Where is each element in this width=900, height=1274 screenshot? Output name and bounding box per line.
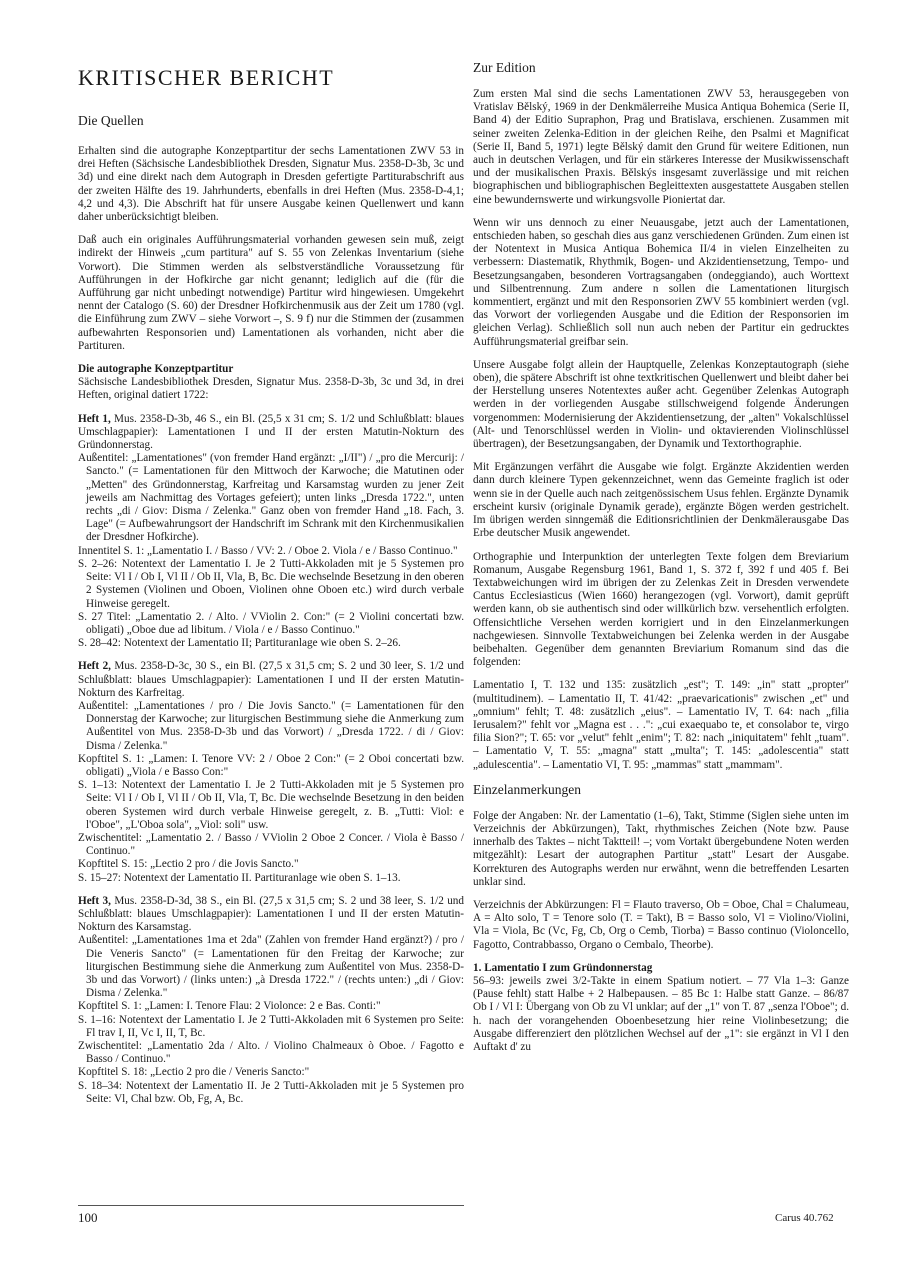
paragraph: Unsere Ausgabe folgt allein der Hauptquelle, Zelenkas Konzeptautograph (siehe oben), die spätere Abschrift ist ohne textkritischen Quellenwert und bleibt daher bei der Herstellung unseres Notentextes außer acht. Gegenüber Zelenkas Autograph werden in der vorliegenden Ausgabe stillschweigend folgende Änderungen vorgenommen: Modernisierung der Akzidentiensetzung, der „alten" Vokalschlüssel (Alt- und Tenorschlüssel werden in Violin- und oktavierenden Violinschlüssel übertragen), der Besetzungsangaben, der Dynamik und Textorthographie. [473, 358, 849, 451]
paragraph: Wenn wir uns dennoch zu einer Neuausgabe, jetzt auch der Lamentationen, entschieden haben, so geschah dies aus ganz verschiedenen Gründen. Zum einen ist der Notentext in Musica Antiqua Bohemica II/4 in vielen Einzelheiten zu verbessern: Diastematik, Rhythmik, Bogen- und Akzidentiensetzung, Tempo- und Besetzungsangaben, besonderen Vortragsangaben (ondeggiando), auch Worttext und Silbentrennung. Zum andere n sollen die Lamentationen liturgisch kommentiert, ergänzt und mit den Responsorien ZWV 55 kombiniert werden (vgl. das Vorwort der vorliegenden Ausgabe und die Edition der Responsorien im gleichen Verlag). Schließlich soll nun auch neben der Partitur ein gedrucktes Aufführungsmaterial greifbar sein. [473, 216, 849, 348]
source-entry: Zwischentitel: „Lamentatio 2da / Alto. / Violino Chalmeaux ò Oboe. / Fagotto e Basso / Continuo." [78, 1040, 464, 1066]
section-heading-edition: Zur Edition [473, 60, 536, 75]
paragraph: Verzeichnis der Abkürzungen: Fl = Flauto traverso, Ob = Oboe, Chal = Chalumeau, A = Alto solo, T = Tenore solo (T. = Takt), B = Basso solo, Vl = Violino/Violini, Vla = Viola, Bc (Vc, Fg, Cb, Org o Cemb, Tiorba) = Basso continuo (Violoncello, Fagotto, Contrabbasso, Organo o Cembalo, Theorbe). [473, 898, 849, 951]
right-column [473, 60, 849, 1064]
source-entry: Außentitel: „Lamentationes / pro / Die Jovis Sancto." (= Lamentationen für den Donnerstag der Karwoche; zur liturgischen Bestimmung siehe die Anmerkung zum Außentitel von Mus. 2358-D-3b und das Vorwort) / „Dresda 1722. / di / Giov: Disma / Zelenka." [78, 699, 464, 752]
heft-2-block [78, 660, 464, 884]
paragraph: Erhalten sind die autographe Konzeptpartitur der sechs Lamentationen ZWV 53 in drei Heften (Sächsische Landesbibliothek Dresden, Signatur Mus. 2358-D-3b, 3c und 3d) und eine direkt nach dem Autograph in Dresden gefertigte Partiturabschrift aus der zweiten Hälfte des 19. Jahrhunderts, ebenfalls in drei Heften (Mus. 2358-D-4,1; 4,2 und 4,3). Die Abschrift hat für unsere Ausgabe keinen Quellenwert und kann daher unberücksichtigt bleiben. [78, 145, 464, 224]
subheading-autograph: Die autographe Konzeptpartitur [78, 363, 234, 376]
paragraph: Daß auch ein originales Aufführungsmaterial vorhanden gewesen sein muß, zeigt indirekt der Hinweis „cum partitura" auf S. 55 von Zelenkas Inventarium (siehe Vorwort). Die Stimmen werden als selbstverständliche Voraussetzung für Aufführungen in der Hofkirche gar nicht genannt; lediglich auf die (für die Aufführung gar nicht unbedingt notwendige) Partitur wird hingewiesen. Umgekehrt nennt der Catalogo (S. 60) der Dresdner Hofkirchenmusik aus der Zeit um 1780 (vgl. die Einführung zum ZWV – siehe Vorwort –, S. 9 f) nur die Stimmen der (zusammen aufbewahrten Responsorien und) Lamentationen als vorhanden, nicht aber die Partituren. [78, 234, 464, 352]
heft-1-block [78, 413, 464, 651]
heft-description: Mus. 2358-D-3c, 30 S., ein Bl. (27,5 x 31,5 cm; S. 2 und 30 leer, S. 1/2 und Schlußblatt: blaues Umschlagpapier): Lamentationen I und II der ersten Matutin-Nokturn des Karfreitag. [78, 660, 465, 699]
paragraph: Lamentatio I, T. 132 und 135: zusätzlich „est"; T. 149: „in" statt „propter" (multitudinem). – Lamentatio II, T. 41/42: „praevaricationis" zwischen „et" und „omnium" fehlt; T. 48: zusätzlich „eius". – Lamentatio IV, T. 64: nach „filia Ierusalem?" fehlt vor „Magna est . . .": „cui exaequabo te, et consolabor te, virgo filia Sion?"; T. 65: vor „velut" fehlt „enim"; T. 82: nach „iniquitatem" fehlt „tuam". – Lamentatio V, T. 55: „magna" statt „multa"; T. 145: „adolescentia" statt „adulescentia". – Lamentatio VI, T. 95: „mammas" statt „mammam". [473, 679, 849, 771]
source-entry: Außentitel: „Lamentationes 1ma et 2da" (Zahlen von fremder Hand ergänzt?) / pro / Die Veneris Sancto" (= Lamentationen für den Freitag der Karwoche; zur liturgischen Bestimmung siehe die Anmerkung zum Außentitel von Mus. 2358-D-3b und das Vorwort) / (links unten:) „à Dresda 1722." / (rechts unten:) „di / Giov: Disma / Zelenka." [78, 934, 464, 1000]
source-entry: Kopftitel S. 1: „Lamen: I. Tenore VV: 2 / Oboe 2 Con:" (= 2 Oboi concertati bzw. obligati) „Viola / e Basso Con:" [78, 752, 464, 778]
source-entry: S. 1–13: Notentext der Lamentatio I. Je 2 Tutti-Akkoladen mit je 5 Systemen pro Seite: Vl I / Ob I, Vl II / Ob II, Vla, T, Bc. Die wechselnde Besetzung in den beiden oberen Systemen wird durch verbale Hinweise geregelt, z. B. „Tutti: Viol: e l'Oboe", „L'Oboa sola", „Viol: soli" usw. [78, 779, 464, 831]
heft-label: Heft 3, [78, 894, 111, 907]
source-entry: Kopftitel S. 18: „Lectio 2 pro die / Veneris Sancto:" [78, 1066, 310, 1079]
source-entry: S. 1–16: Notentext der Lamentatio I. Je 2 Tutti-Akkoladen mit 6 Systemen pro Seite: Fl trav I, II, Vc I, II, T, Bc. [78, 1013, 464, 1039]
source-entry: S. 15–27: Notentext der Lamentatio II. Partituranlage wie oben S. 1–13. [78, 871, 401, 884]
source-entry: Kopftitel S. 1: „Lamen: I. Tenore Flau: 2 Violonce: 2 e Bas. Conti:" [78, 1000, 381, 1013]
heft-description: Mus. 2358-D-3b, 46 S., ein Bl. (25,5 x 31 cm; S. 1/2 und Schlußblatt: blaues Umschlagpapier): Lamentationen I und II der ersten Matutin-Nokturn des Gründonnerstag. [78, 412, 464, 452]
publisher-reference: Carus 40.762 [775, 1212, 834, 1224]
source-entry: S. 2–26: Notentext der Lamentatio I. Je 2 Tutti-Akkoladen mit je 5 Systemen pro Seite: Vl I / Ob I, Vl II / Ob II, Vla, B, Bc. Die wechselnde Besetzung in den oberen 2 Systemen (Violinen und Oboen, Violinen ohne Oboen etc.) wird durch verbale Hinweise geregelt. [78, 557, 464, 610]
source-entry: S. 27 Titel: „Lamentatio 2. / Alto. / VViolin 2. Con:" (= 2 Violini concertati bzw. obligati) „Oboe due ad libitum. / Viola / e / Basso Continuo." [78, 610, 464, 636]
source-entry: Außentitel: „Lamentationes" (von fremder Hand ergänzt: „I/II") / „pro die Mercurij: / Sancto." (= Lamentationen für den Mittwoch der Karwoche; die Matutinen oder „Metten" des Gründonnerstag, Karfreitag und Karsamstag wurden zu jener Zeit jeweils am Nachmittag des Vortages gefeiert); unten links „Dresda 1722.", unten rechts „di / Giov: Disma / Zelenka." Ganz oben von fremder Hand „18. Fach, 3. Lage" (= Aufbewahrungsort der Handschrift im Schrank mit den Kirchenmusikalien der Dresdner Hofkirche). [78, 452, 464, 544]
paragraph: Zum ersten Mal sind die sechs Lamentationen ZWV 53, herausgegeben von Vratislav Bělský, 1969 in der Denkmälerreihe Musica Antiqua Bohemica (Serie II, Band 4) der Editio Supraphon, Prag und Bratislava, erschienen. Zusammen mit seiner zweiten Zelenka-Edition in der gleichen Reihe, den Psalmi et Magnificat (Serie II, Band 5, 1971) legte Bělský damit den Grund für weitere Editionen, nun auch in deutschen Verlagen, und für ein stärkeres Interesse der Musikwissenschaft und der musikalischen Praxis. Bělskýs insgesamt zuverlässige und mit reichen biographischen und bibliographischen Begleittexten ausgestattete Ausgaben stellen eine bewundernswerte und wirkungsvolle Pioniertat dar. [473, 88, 849, 206]
paragraph: Sächsische Landesbibliothek Dresden, Signatur Mus. 2358-D-3b, 3c und 3d, in drei Heften, original datiert 1722: [78, 376, 464, 402]
heft-3-block [78, 895, 464, 1106]
source-entry: Kopftitel S. 15: „Lectio 2 pro / die Jovis Sancto." [78, 858, 299, 871]
paragraph: Mit Ergänzungen verfährt die Ausgabe wie folgt. Ergänzte Akzidentien werden dann durch kleinere Typen gekennzeichnet, wenn das Gemeinte fraglich ist oder wenn sie in der Quelle auch nach zeitgenössischem Usus fehlen. Ergänzte Dynamik erscheint kursiv (originale Dynamik gerade), ergänzte Bögen werden gestrichelt. Im übrigen werden sinngemäß die Editionsrichtlinien der Denkmälerausgabe Das Erbe deutscher Musik angewendet. [473, 461, 849, 540]
section-heading-quellen: Die Quellen [78, 113, 144, 128]
heft-label: Heft 1, [78, 412, 111, 425]
paragraph: 56–93: jeweils zwei 3/2-Takte in einem Spatium notiert. – 77 Vla 1–3: Ganze (Pause fehlt) statt Halbe + 2 Halbepausen. – 85 Bc 1: Halbe statt Ganze. – 86/87 Ob I / Vl I: Übergang von Ob zu Vl unklar; auf der „1" von T. 87 „senza l'Oboe"; d. h. nach der vorangehenden Oboenbesetzung hier reine Violinbesetzung; die Ausgabe differenziert den plötzlichen Wechsel auf der „1": sie ergänzt in Vl I den Auftakt d' zu [473, 974, 849, 1053]
subheading-lamentatio-1: 1. Lamentatio I zum Gründonnerstag [473, 961, 653, 974]
paragraph: Folge der Angaben: Nr. der Lamentatio (1–6), Takt, Stimme (Siglen siehe unten im Verzeichnis der Abkürzungen), Takt, rhythmisches Zeichen (Note bzw. Pause innerhalb des Taktes – nicht Taktteil! –; vom Vortakt übergebundene Noten werden mitgezählt): Lesart der autographen Partitur „statt" Lesart der Ausgabe. Korrekturen des Autographs werden nur erwähnt, wenn die betreffenden Lesarten unklar sind. [473, 809, 849, 888]
heft-description: Mus. 2358-D-3d, 38 S., ein Bl. (27,5 x 31,5 cm; S. 2 und 38 leer, S. 1/2 und Schlußblatt: blaues Umschlagpapier): Lamentationen I und II der ersten Matutin-Nokturn des Karsamstag. [78, 894, 464, 934]
left-column [78, 60, 464, 1116]
page-number: 100 [78, 1210, 98, 1225]
source-entry: Innentitel S. 1: „Lamentatio I. / Basso / VV: 2. / Oboe 2. Viola / e / Basso Continuo." [78, 544, 458, 557]
footer-rule [78, 1205, 464, 1206]
source-entry: Zwischentitel: „Lamentatio 2. / Basso / VViolin 2 Oboe 2 Concer. / Viola è Basso / Continuo." [78, 831, 464, 858]
heft-label: Heft 2, [78, 660, 111, 673]
paragraph: Orthographie und Interpunktion der unterlegten Texte folgen dem Breviarium Romanum, Ausgabe Regensburg 1961, Band 1, S. 372 f, 392 f und 405 f. Bei Textabweichungen wird im übrigen der zu Zelenkas Zeit in Dresden verwendete Cantus Ecclesiasticus (Wien 1660) herangezogen (vgl. Vorwort), damit geprüft werden kann, ob sie authentisch sind oder willkürlich bzw. versehentlich erfolgten. Offensichtliche Versehen werden korrigiert und in den Einzelanmerkungen nachgewiesen. Sinnvolle Textabweichungen bei Zelenka werden in der Ausgabe beibehalten. Gegenüber dem genannten Breviarium Romanum sind das die folgenden: [473, 550, 849, 669]
page-title: KRITISCHER BERICHT [78, 65, 335, 90]
section-heading-einzelanmerkungen: Einzelanmerkungen [473, 781, 581, 797]
source-entry: S. 18–34: Notentext der Lamentatio II. Je 2 Tutti-Akkoladen mit je 5 Systemen pro Seite: Vl, Chal bzw. Ob, Fg, A, Bc. [78, 1079, 464, 1105]
source-entry: S. 28–42: Notentext der Lamentatio II; Partituranlage wie oben S. 2–26. [78, 637, 401, 650]
